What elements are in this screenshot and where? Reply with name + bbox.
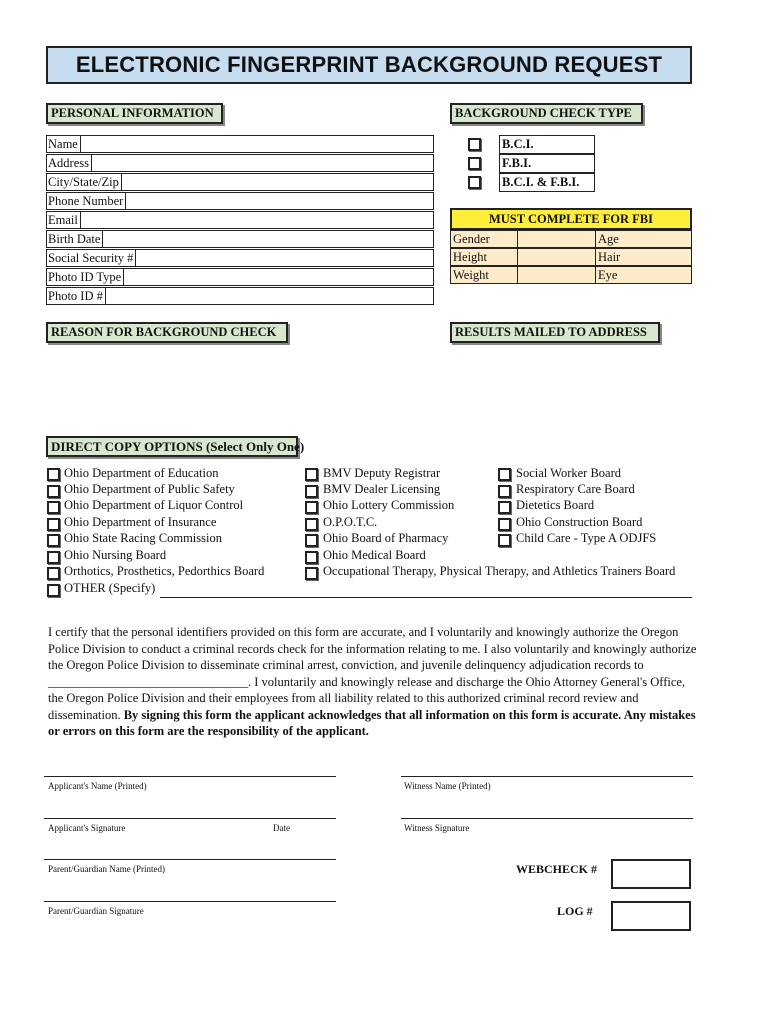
option-label: Social Worker Board bbox=[516, 466, 621, 480]
option-checkbox[interactable] bbox=[47, 518, 60, 531]
option-checkbox[interactable] bbox=[47, 501, 60, 514]
option-checkbox[interactable] bbox=[305, 468, 318, 481]
fbi-checkbox[interactable] bbox=[468, 157, 481, 170]
applicant-name-line[interactable] bbox=[44, 776, 336, 777]
option-checkbox[interactable] bbox=[305, 567, 318, 580]
fbi-label: F.B.I. bbox=[499, 154, 595, 173]
weight-label: Weight bbox=[451, 267, 518, 283]
option-label: BMV Deputy Registrar bbox=[323, 466, 441, 480]
option-checkbox[interactable] bbox=[498, 485, 511, 498]
option-label: Ohio Department of Public Safety bbox=[64, 482, 235, 496]
eye-label: Eye bbox=[595, 267, 692, 283]
option-checkbox[interactable] bbox=[47, 485, 60, 498]
ssn-field[interactable] bbox=[46, 249, 434, 267]
option-checkbox[interactable] bbox=[305, 501, 318, 514]
fbi-row[interactable] bbox=[450, 266, 692, 284]
other-checkbox[interactable] bbox=[47, 584, 60, 597]
option-label: Ohio Lottery Commission bbox=[323, 498, 455, 512]
field-label: Photo ID # bbox=[48, 288, 106, 304]
certification-text: I certify that the personal identifiers provided on this form are accurate, and I voluntarily and knowingly authorize the Oregon Police Division to conduct a criminal records check for the information relating to me. I also voluntarily and knowingly authorize the Oregon Police Division to disseminate criminal arrest, conviction, and juvenile delinquency adjudication records to ________________________________. I voluntarily and knowingly release and discharge the Ohio Attorney General's Office, the Oregon Police Division and their employees from all liability related to this authorized criminal record review and dissemination. bbox=[48, 625, 697, 722]
gender-label: Gender bbox=[451, 231, 518, 247]
form-title: ELECTRONIC FINGERPRINT BACKGROUND REQUEST bbox=[46, 46, 692, 84]
field-label: City/State/Zip bbox=[48, 174, 122, 190]
option-checkbox[interactable] bbox=[47, 567, 60, 580]
option-label: Ohio Medical Board bbox=[323, 548, 426, 562]
photo-id-number-field[interactable] bbox=[46, 287, 434, 305]
witness-signature-line[interactable] bbox=[401, 818, 693, 819]
fbi-row[interactable] bbox=[450, 230, 692, 248]
certification-paragraph bbox=[48, 624, 698, 740]
option-checkbox[interactable] bbox=[498, 534, 511, 547]
field-label: Birth Date bbox=[48, 231, 103, 247]
date-caption: Date bbox=[273, 823, 290, 833]
email-field[interactable] bbox=[46, 211, 434, 229]
field-label: Name bbox=[48, 136, 81, 152]
results-mailed-header: RESULTS MAILED TO ADDRESS bbox=[450, 322, 660, 343]
guardian-name-line[interactable] bbox=[44, 859, 336, 860]
certification-bold-text: By signing this form the applicant acknowledges that all information on this form is accurate. Any mistakes or errors on this form are the responsibility of the applicant. bbox=[48, 707, 696, 738]
guardian-signature-line[interactable] bbox=[44, 901, 336, 902]
option-label: Ohio Department of Liquor Control bbox=[64, 498, 244, 512]
name-field[interactable] bbox=[46, 135, 434, 153]
field-label: Phone Number bbox=[48, 193, 126, 209]
field-label: Social Security # bbox=[48, 250, 136, 266]
option-label: Occupational Therapy, Physical Therapy, and Athletics Trainers Board bbox=[323, 564, 676, 578]
option-label: O.P.O.T.C. bbox=[323, 515, 378, 529]
option-checkbox[interactable] bbox=[305, 518, 318, 531]
bci-fbi-checkbox[interactable] bbox=[468, 176, 481, 189]
option-checkbox[interactable] bbox=[498, 468, 511, 481]
other-label: OTHER (Specify) bbox=[64, 581, 156, 595]
option-checkbox[interactable] bbox=[305, 534, 318, 547]
option-checkbox[interactable] bbox=[47, 468, 60, 481]
city-state-zip-field[interactable] bbox=[46, 173, 434, 191]
option-label: BMV Dealer Licensing bbox=[323, 482, 441, 496]
other-specify-line[interactable] bbox=[160, 597, 692, 598]
bci-checkbox[interactable] bbox=[468, 138, 481, 151]
bci-label: B.C.I. bbox=[499, 135, 595, 154]
reason-header: REASON FOR BACKGROUND CHECK bbox=[46, 322, 288, 343]
webcheck-box[interactable] bbox=[611, 859, 691, 889]
webcheck-label: WEBCHECK # bbox=[516, 862, 598, 876]
photo-id-type-field[interactable] bbox=[46, 268, 434, 286]
direct-copy-header: DIRECT COPY OPTIONS (Select Only One) bbox=[46, 436, 298, 457]
option-label: Ohio Department of Education bbox=[64, 466, 219, 480]
applicant-name-caption: Applicant's Name (Printed) bbox=[48, 781, 147, 791]
option-label: Child Care - Type A ODJFS bbox=[516, 531, 657, 545]
bci-fbi-label: B.C.I. & F.B.I. bbox=[499, 173, 595, 192]
height-label: Height bbox=[451, 249, 518, 265]
option-label: Orthotics, Prosthetics, Pedorthics Board bbox=[64, 564, 265, 578]
option-checkbox[interactable] bbox=[498, 518, 511, 531]
fbi-row[interactable] bbox=[450, 248, 692, 266]
witness-name-caption: Witness Name (Printed) bbox=[404, 781, 491, 791]
option-checkbox[interactable] bbox=[47, 551, 60, 564]
option-label: Ohio Department of Insurance bbox=[64, 515, 217, 529]
option-checkbox[interactable] bbox=[47, 534, 60, 547]
guardian-name-caption: Parent/Guardian Name (Printed) bbox=[48, 864, 165, 874]
witness-signature-caption: Witness Signature bbox=[404, 823, 470, 833]
birth-date-field[interactable] bbox=[46, 230, 434, 248]
option-label: Respiratory Care Board bbox=[516, 482, 635, 496]
field-label: Email bbox=[48, 212, 81, 228]
age-label: Age bbox=[595, 231, 692, 247]
personal-info-header: PERSONAL INFORMATION bbox=[46, 103, 223, 124]
log-label: LOG # bbox=[557, 904, 593, 918]
guardian-signature-caption: Parent/Guardian Signature bbox=[48, 906, 144, 916]
log-box[interactable] bbox=[611, 901, 691, 931]
witness-name-line[interactable] bbox=[401, 776, 693, 777]
field-label: Address bbox=[48, 155, 92, 171]
address-field[interactable] bbox=[46, 154, 434, 172]
phone-field[interactable] bbox=[46, 192, 434, 210]
applicant-signature-line[interactable] bbox=[44, 818, 336, 819]
option-label: Ohio Construction Board bbox=[516, 515, 643, 529]
option-label: Ohio State Racing Commission bbox=[64, 531, 222, 545]
bg-check-type-header: BACKGROUND CHECK TYPE bbox=[450, 103, 643, 124]
option-checkbox[interactable] bbox=[305, 485, 318, 498]
applicant-signature-caption: Applicant's Signature bbox=[48, 823, 126, 833]
field-label: Photo ID Type bbox=[48, 269, 124, 285]
option-checkbox[interactable] bbox=[305, 551, 318, 564]
hair-label: Hair bbox=[595, 249, 692, 265]
option-checkbox[interactable] bbox=[498, 501, 511, 514]
fbi-required-header: MUST COMPLETE FOR FBI bbox=[450, 208, 692, 230]
option-label: Ohio Board of Pharmacy bbox=[323, 531, 449, 545]
option-label: Ohio Nursing Board bbox=[64, 548, 167, 562]
option-label: Dietetics Board bbox=[516, 498, 595, 512]
